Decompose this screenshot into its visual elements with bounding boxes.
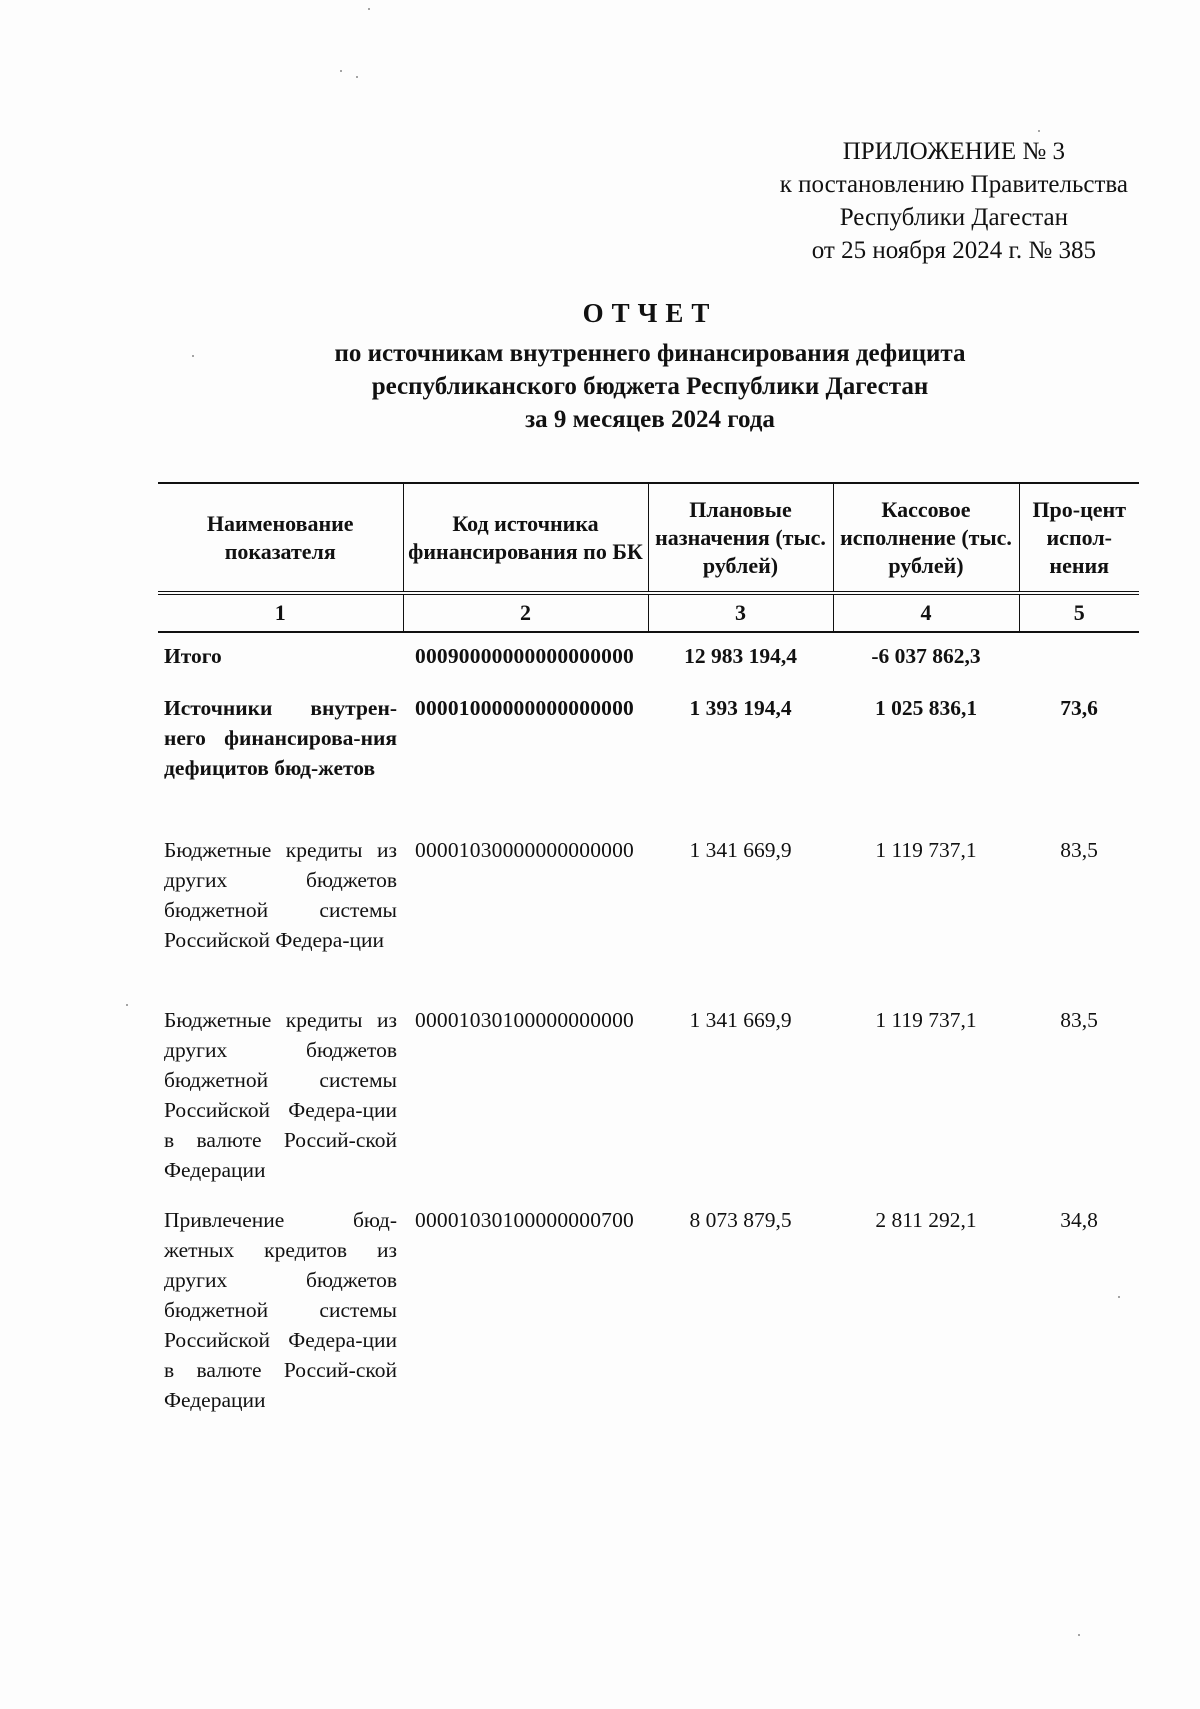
table-row [158,827,1139,997]
column-number: 5 [1019,593,1139,632]
scan-speck [1038,130,1040,132]
header-cash: Кассовое исполнение (тыс. рублей) [833,483,1019,593]
table-row [158,1197,1139,1435]
row-cash: 1 025 836,1 [874,696,978,720]
row-name: Привлечение бюд-жетных кредитов из других бюджетов бюджетной системы Российской Федера-ции в валюте Россий-ской Федерации [164,1208,397,1412]
row-cash: -6 037 862,3 [871,644,981,668]
appendix-date-line: от 25 ноября 2024 г. № 385 [811,237,1096,264]
row-plan: 1 341 669,9 [689,838,792,862]
table-row [158,685,1139,827]
column-number: 2 [403,593,648,632]
scan-speck [126,1004,128,1006]
row-code: 00090000000000000000 [415,644,634,668]
subtitle-line: по источникам внутреннего финансирования дефицита [334,340,966,367]
row-code: 00001030000000000000 [415,838,634,862]
row-plan: 12 983 194,4 [684,644,797,668]
row-cash: 1 119 737,1 [875,1008,977,1032]
appendix-number: ПРИЛОЖЕНИЕ № 3 [842,138,1066,165]
header-name: Наименование показателя [158,483,403,593]
scan-speck [1078,1634,1080,1636]
row-code: 00001030100000000000 [415,1008,634,1032]
appendix-ref-line: к постановлению Правительства [779,171,1128,198]
row-name: Источники внутрен-него финансирова-ния дефицитов бюд-жетов [164,696,397,780]
subtitle-line: за 9 месяцев 2024 года [525,406,775,433]
row-code: 00001030100000000700 [415,1208,634,1232]
row-percent: 83,5 [1060,838,1098,862]
header-percent: Про-цент испол-нения [1019,483,1139,593]
column-number-row [158,593,1139,632]
row-percent: 73,6 [1060,696,1098,720]
row-plan: 1 341 669,9 [689,1008,792,1032]
subtitle-line: республиканского бюджета Республики Дагестан [371,373,929,400]
row-plan: 8 073 879,5 [689,1208,792,1232]
scan-speck [340,70,342,72]
scan-speck [192,355,194,357]
header-plan: Плановые назначения (тыс. рублей) [648,483,833,593]
row-percent [1019,632,1139,685]
column-number: 1 [158,593,403,632]
row-percent: 83,5 [1060,1008,1098,1032]
row-name: Итого [164,644,222,668]
row-cash: 2 811 292,1 [875,1208,977,1232]
appendix-block [780,135,1128,267]
row-code: 00001000000000000000 [415,696,634,720]
row-percent: 34,8 [1060,1208,1098,1232]
table-header-row [158,483,1139,593]
row-name: Бюджетные кредиты из других бюджетов бюджетной системы Российской Федера-ции в валюте Россий-ской Федерации [164,1008,397,1182]
row-plan: 1 393 194,4 [689,696,792,720]
report-subtitle [100,337,1200,436]
column-number: 3 [648,593,833,632]
scan-speck [368,8,370,10]
appendix-ref-line: Республики Дагестан [839,204,1068,231]
row-cash: 1 119 737,1 [875,838,977,862]
scan-speck [1118,1296,1120,1298]
report-table [158,482,1139,1435]
row-name: Бюджетные кредиты из других бюджетов бюджетной системы Российской Федера-ции [164,838,397,952]
table-row [158,632,1139,685]
table-row [158,997,1139,1197]
report-title: ОТЧЕТ [582,298,718,328]
scan-speck [356,76,358,78]
header-code: Код источника финансирования по БК [403,483,648,593]
column-number: 4 [833,593,1019,632]
